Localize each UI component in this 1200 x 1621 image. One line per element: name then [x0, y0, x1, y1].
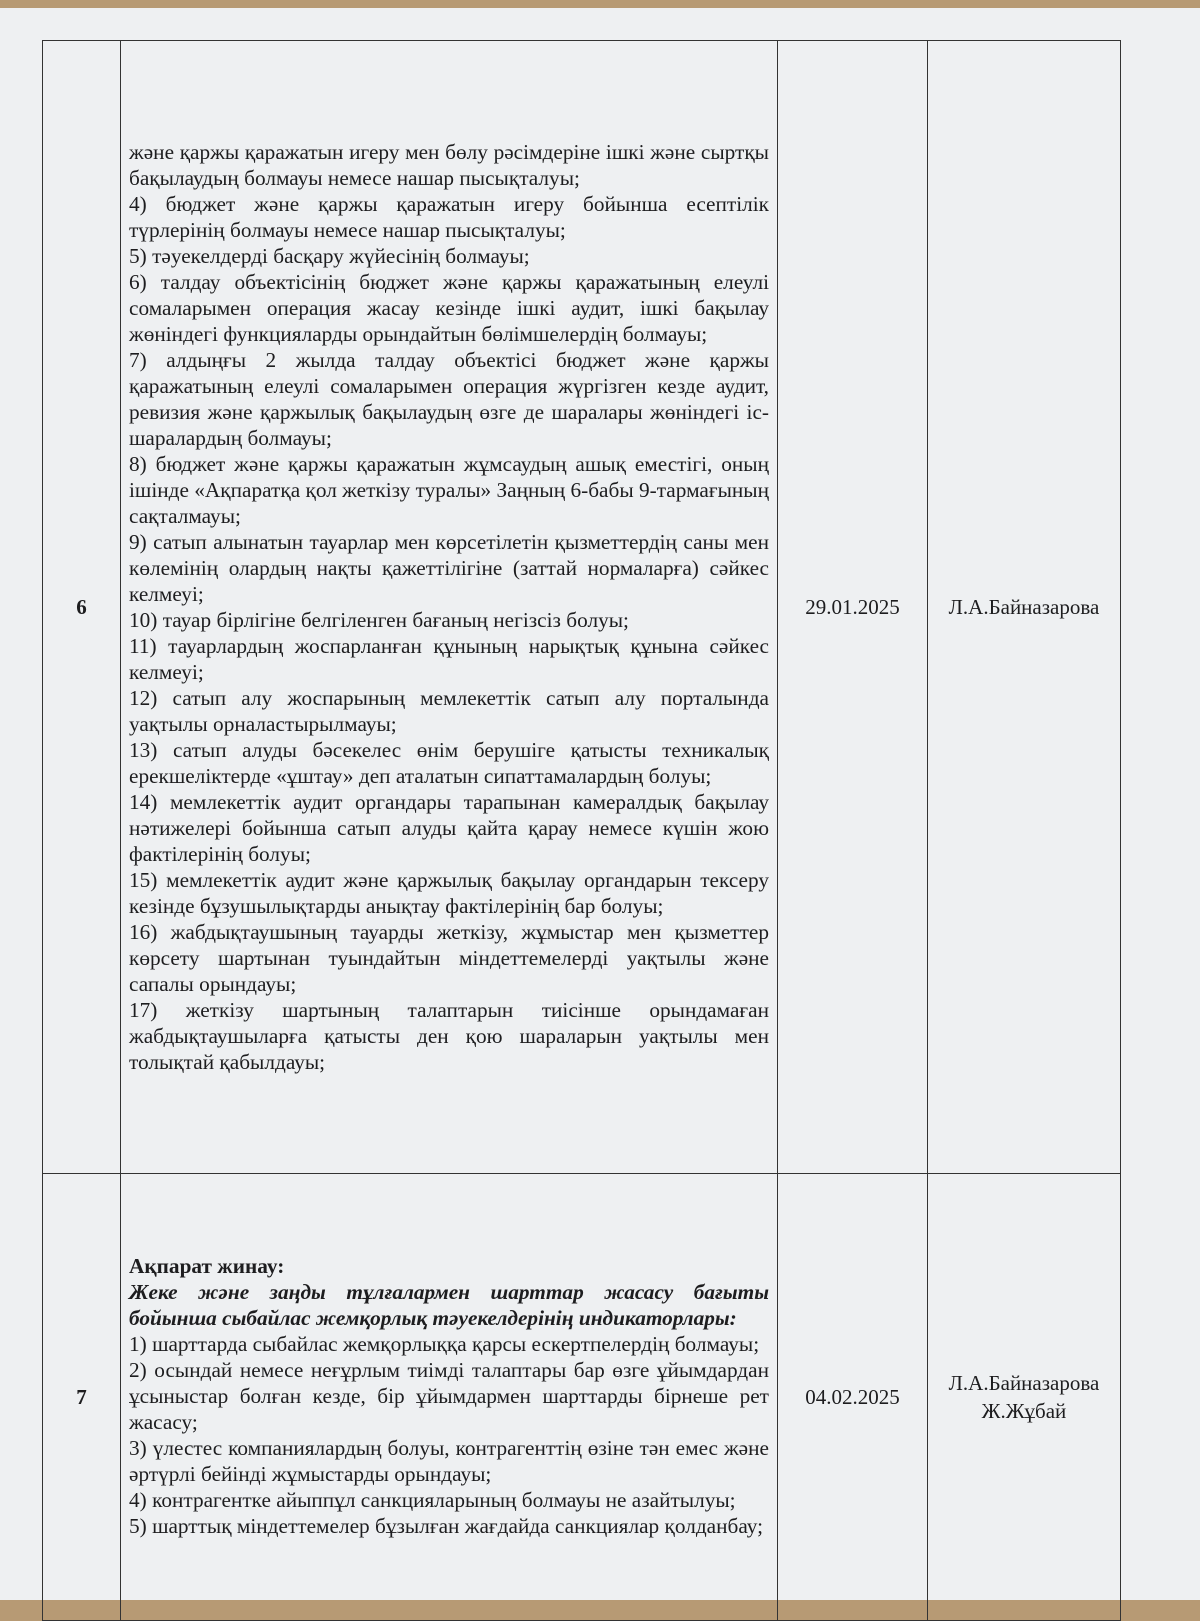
paragraph: 17) жеткізу шартының талаптарын тиісінше орындамаған жабдықтаушыларға қатысты ден қою шараларын уақтылы мен толықтай қабылдауы; — [129, 997, 769, 1074]
paragraph: 2) осындай немесе неғұрлым тиімді талаптары бар өзге ұйымдардан ұсыныстар болған кезде, бір ұйымдармен шарттарды бірнеше рет жасасу; — [129, 1358, 769, 1434]
paragraph: 14) мемлекеттік аудит органдары тарапынан камералдық бақылау нәтижелері бойынша сатып алуды қайта қарау немесе күшін жою фактілерінің болуы; — [129, 789, 769, 866]
paragraph: 1) шарттарда сыбайлас жемқорлыққа қарсы ескертпелердің болмауы; — [129, 1332, 760, 1356]
paragraph: 5) шарттық міндеттемелер бұзылған жағдайда санкциялар қолданбау; — [129, 1514, 764, 1538]
row-number: 7 — [43, 1174, 121, 1621]
paragraph: 12) сатып алу жоспарының мемлекеттік сатып алу порталында уақтылы орналастырылмауы; — [129, 685, 769, 736]
paragraph: 13) сатып алуды бәсекелес өнім берушіге қатысты техникалық ерекшеліктерде «ұштау» деп аталатын сипаттамалардың болуы; — [129, 737, 769, 788]
paragraph: 8) бюджет және қаржы қаражатын жұмсаудың ашық еместігі, оның ішінде «Ақпаратқа қол жеткізу туралы» Заңның 6-бабы 9-тармағының сақталмауы; — [129, 451, 769, 528]
paragraph: 7) алдыңғы 2 жылда талдау объектісі бюджет және қаржы қаражатының елеулі сомаларымен операция жүргізген кезде аудит, ревизия және қаржылық бақылаудың өзге де шаралары жөніндегі іс-шаралардың болмауы; — [129, 347, 769, 450]
row-responsible — [928, 1174, 1121, 1621]
section-heading: Ақпарат жинау: — [129, 1254, 285, 1278]
row-description — [121, 1174, 778, 1621]
row-date: 29.01.2025 — [778, 41, 928, 1174]
paragraph: 15) мемлекеттік аудит және қаржылық бақылау органдарын тексеру кезінде бұзушылықтарды анықтау фактілерінің бар болуы; — [129, 867, 769, 918]
paragraph: және қаржы қаражатын игеру мен бөлу рәсімдеріне ішкі және сыртқы бақылаудың болмауы немесе нашар пысықталуы; — [129, 139, 769, 190]
section-subheading: Жеке және заңды тұлғалармен шарттар жасасу бағыты бойынша сыбайлас жемқорлық тәуекелдерінің индикаторлары: — [129, 1280, 769, 1330]
paragraph: 4) контрагентке айыппұл санкцияларының болмауы не азайтылуы; — [129, 1488, 736, 1512]
responsible-person: Ж.Жұбай — [981, 1399, 1067, 1423]
paragraph: 6) талдау объектісінің бюджет және қаржы қаражатының елеулі сомаларымен операция жасау кезінде ішкі аудит, ішкі бақылау жөніндегі функцияларды орындайтын бөлімшелердің болмауы; — [129, 269, 769, 346]
paragraph: 4) бюджет және қаржы қаражатын игеру бойынша есептілік түрлерінің болмауы немесе нашар пысықталуы; — [129, 191, 769, 242]
row-description — [121, 41, 778, 1174]
table-row — [43, 1174, 1121, 1621]
paragraph: 9) сатып алынатын тауарлар мен көрсетілетін қызметтердің саны мен көлемінің олардың нақты қажеттілігіне (заттай нормаларға) сәйкес келмеуі; — [129, 529, 769, 606]
row-number: 6 — [43, 41, 121, 1174]
responsible-person: Л.А.Байназарова — [948, 1371, 1100, 1395]
row-date: 04.02.2025 — [778, 1174, 928, 1621]
row-responsible — [928, 41, 1121, 1174]
responsible-person: Л.А.Байназарова — [948, 595, 1100, 619]
measures-table — [42, 40, 1121, 1621]
document-page — [0, 8, 1200, 1600]
paragraph: 11) тауарлардың жоспарланған құнының нарықтық құнына сәйкес келмеуі; — [129, 633, 769, 684]
paragraph: 10) тауар бірлігіне белгіленген бағаның негізсіз болуы; — [129, 607, 629, 632]
paragraph: 3) үлестес компаниялардың болуы, контрагенттің өзіне тән емес және әртүрлі бейінді жұмыстарды орындауы; — [129, 1436, 769, 1486]
paragraph: 5) тәуекелдерді басқару жүйесінің болмауы; — [129, 243, 530, 268]
paragraph: 16) жабдықтаушының тауарды жеткізу, жұмыстар мен қызметтер көрсету шартынан туындайтын міндеттемелерді уақтылы және сапалы орындауы; — [129, 919, 769, 996]
table-row — [43, 41, 1121, 1174]
